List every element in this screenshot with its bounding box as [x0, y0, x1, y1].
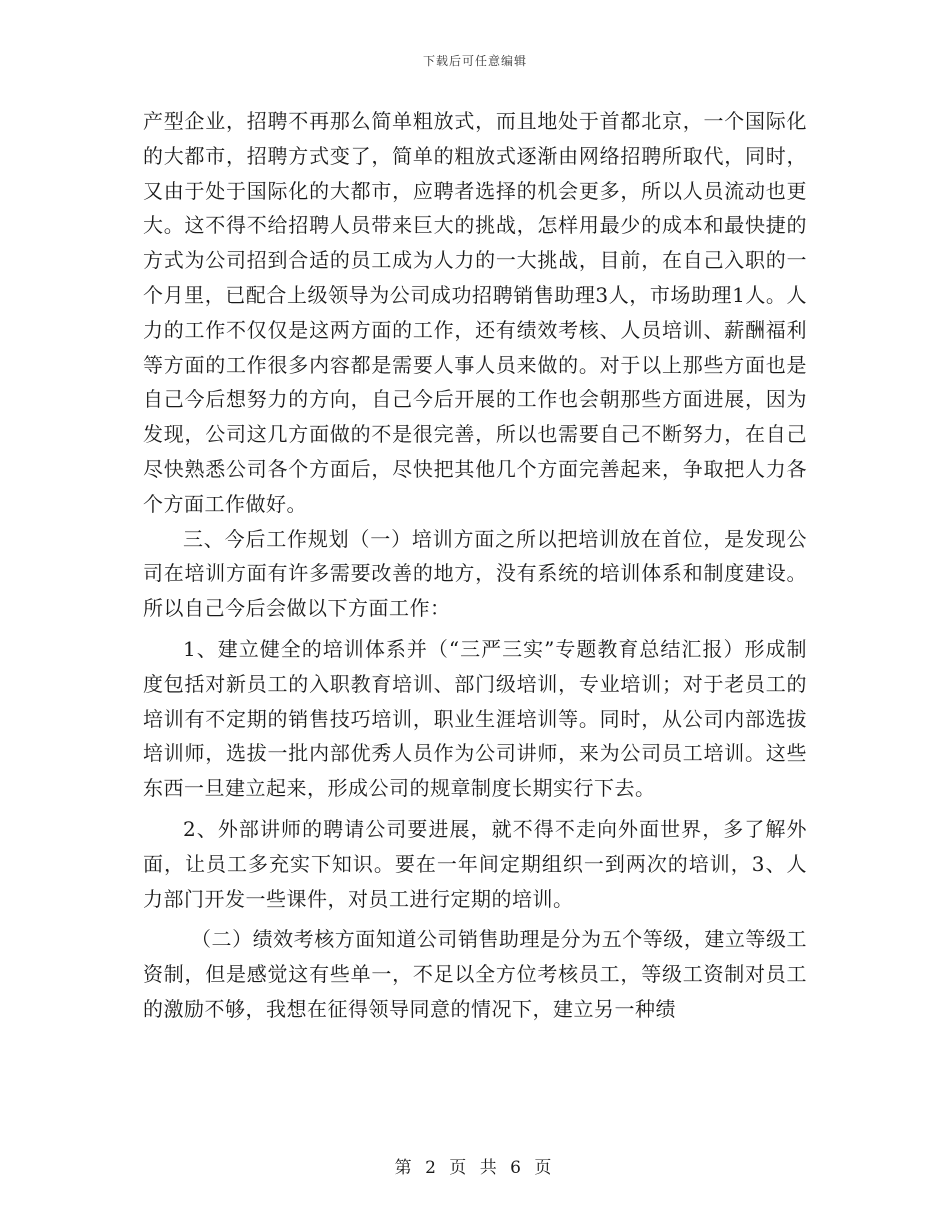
paragraph-work-plan: 三、今后工作规划（一）培训方面之所以把培训放在首位，是发现公司在培训方面有许多需要改善的地方，没有系统的培训体系和制度建设。所以自己今后会做以下方面工作： — [143, 526, 807, 621]
page-number: 第 2 页 共 6 页 — [394, 1158, 556, 1178]
document-body — [143, 104, 807, 1027]
paragraph-training-system: 1、建立健全的培训体系并（“三严三实”专题教育总结汇报）形成制度包括对新员工的入职教育培训、部门级培训，专业培训；对于老员工的培训有不定期的销售技巧培训，职业生涯培训等。同时，从公司内部选拔培训师，选拔一批内部优秀人员作为公司讲师，来为公司员工培训。这些东西一旦建立起来，形成公司的规章制度长期实行下去。 — [143, 636, 807, 801]
page-header: 下载后可任意编辑 — [422, 54, 527, 68]
paragraph-performance-appraisal: （二）绩效考核方面知道公司销售助理是分为五个等级，建立等级工资制，但是感觉这有些单一，不足以全方位考核员工，等级工资制对员工的激励不够，我想在征得领导同意的情况下，建立另一种绩 — [143, 927, 807, 1021]
paragraph-recruitment: 产型企业，招聘不再那么简单粗放式，而且地处于首都北京，一个国际化的大都市，招聘方式变了，简单的粗放式逐渐由网络招聘所取代，同时，又由于处于国际化的大都市，应聘者选择的机会更多，所以人员流动也更大。这不得不给招聘人员带来巨大的挑战，怎样用最少的成本和最快捷的方式为公司招到合适的员工成为人力的一大挑战，目前，在自己入职的一个月里，已配合上级领导为公司成功招聘销售助理3人，市场助理1人。人力的工作不仅仅是这两方面的工作，还有绩效考核、人员培训、薪酬福利等方面的工作很多内容都是需要人事人员来做的。对于以上那些方面也是自己今后想努力的方向，自己今后开展的工作也会朝那些方面进展，因为发现，公司这几方面做的不是很完善，所以也需要自己不断努力，在自己尽快熟悉公司各个方面后，尽快把其他几个方面完善起来，争取把人力各个方面工作做好。 — [143, 109, 807, 516]
paragraph-external-trainers: 2、外部讲师的聘请公司要进展，就不得不走向外面世界，多了解外面，让员工多充实下知识。要在一年间定期组织一到两次的培训，3、人力部门开发一些课件，对员工进行定期的培训。 — [143, 816, 807, 911]
